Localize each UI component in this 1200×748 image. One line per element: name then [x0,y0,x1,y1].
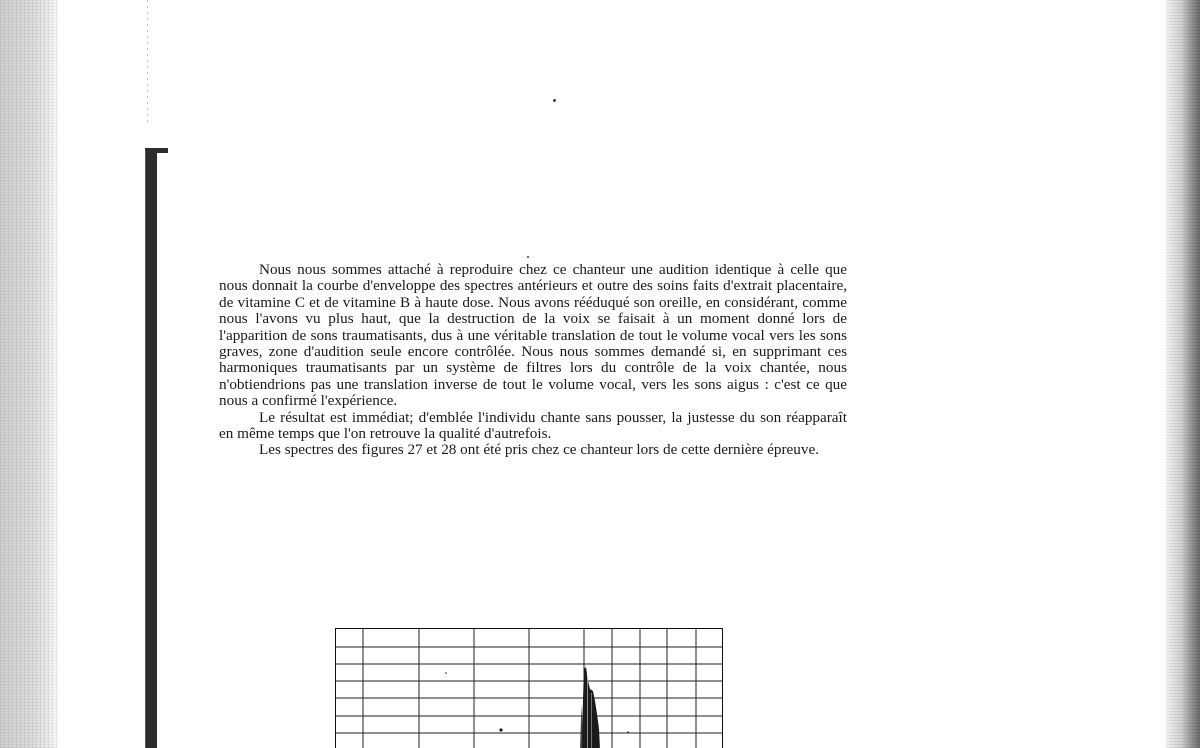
ink-speck [553,99,556,102]
body-text [219,262,847,459]
scanned-left-margin [0,0,58,748]
spectrum-grid [336,629,723,748]
paragraph-3: Les spectres des figures 27 et 28 ont été pris chez ce chanteur lors de cette dernière épreuve. [259,441,819,459]
scanned-right-edge [1166,0,1200,748]
binding-bar [145,150,157,748]
paragraph-1: Nous nous sommes attaché à reproduire chez ce chanteur une audition identique à celle que nous donnait la courbe d'enveloppe des spectres antérieurs et outre des soins faits d'extrait placentaire, de vitamine C et de vitamine B à haute dose. Nous avons rééduqué son oreille, en considérant, comme nous l'avons vu plus haut, que la destruction de la voix se faisait à un moment donné lors de l'apparition de sons traumatisants, dus à une véritable translation de tout le volume vocal vers les sons graves, zone d'audition seule encore contrôlée. Nous nous sommes demandé si, en supprimant ces harmoniques traumatisants par un système de filtres lors du contrôle de la voix chantée, nous n'obtiendrions pas une translation inverse de tout le volume vocal, vers les sons aigus : c'est ce que nous a confirmé l'expérience. [219,261,847,410]
ink-speck [527,256,529,258]
paragraph-2: Le résultat est immédiat; d'emblée l'individu chante sans pousser, la justesse du son réapparaît en même temps que l'on retrouve la qualité d'autrefois. [219,408,847,443]
spectrum-figure [335,628,723,748]
gutter-dotted-line [147,0,148,125]
